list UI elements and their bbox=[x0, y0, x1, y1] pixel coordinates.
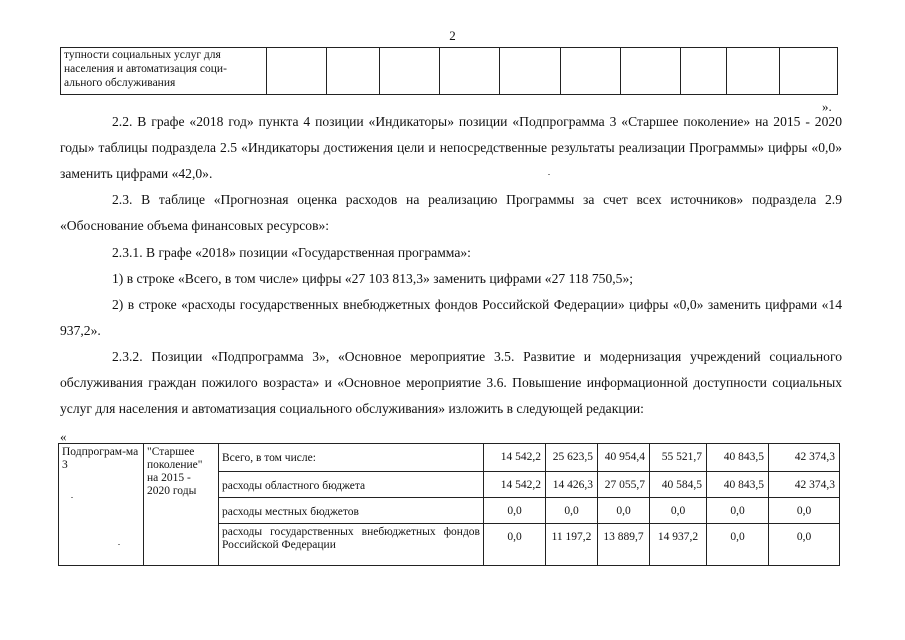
paragraph-item-2: 2) в строке «расходы государственных внебюджетных фондов Российской Федерации» цифры «0,0» заменить цифрами «14 937,2». bbox=[60, 297, 842, 338]
table-row bbox=[61, 48, 838, 95]
table-cell bbox=[561, 48, 621, 95]
row-label: Всего, в том числе: bbox=[219, 444, 484, 472]
row-label: расходы областного бюджета bbox=[219, 472, 484, 498]
value-cell: 0,0 bbox=[546, 498, 598, 524]
value-cell: 40 954,4 bbox=[598, 444, 650, 472]
scan-speck bbox=[118, 544, 120, 545]
paragraph-2-3-1: 2.3.1. В графе «2018» позиции «Государственная программа»: bbox=[112, 245, 471, 260]
paragraph-2-3: 2.3. В таблице «Прогнозная оценка расходов на реализацию Программы за счет всех источников» подраздела 2.9 «Обоснование объема финансовых ресурсов»: bbox=[60, 192, 842, 233]
table-cell bbox=[621, 48, 681, 95]
table-cell: тупности социальных услуг для населения и автоматизация соци-ального обслуживания bbox=[61, 48, 267, 95]
value-cell: 14 937,2 bbox=[650, 524, 707, 566]
table-cell bbox=[327, 48, 380, 95]
table-cell bbox=[267, 48, 327, 95]
value-cell: 40 843,5 bbox=[707, 444, 769, 472]
value-cell: 14 542,2 bbox=[484, 444, 546, 472]
table-cell bbox=[500, 48, 561, 95]
opening-quote: « bbox=[60, 429, 67, 444]
table-cell bbox=[380, 48, 440, 95]
value-cell: 0,0 bbox=[707, 524, 769, 566]
value-cell: 55 521,7 bbox=[650, 444, 707, 472]
paragraph-2-3-2: 2.3.2. Позиции «Подпрограмма 3», «Основное мероприятие 3.5. Развитие и модернизация учреждений социального обслуживания граждан пожилого возраста» и «Основное мероприятие 3.6. Повышение информационной доступности социальных услуг для населения и автоматизация социального обслуживания» изложить в следующей редакции: bbox=[60, 349, 842, 416]
subprogram-table bbox=[58, 443, 840, 566]
table-cell bbox=[681, 48, 727, 95]
table-cell bbox=[727, 48, 780, 95]
subprogram-name-cell: "Старшее поколение" на 2015 - 2020 годы bbox=[144, 444, 219, 566]
scan-speck bbox=[548, 174, 550, 175]
row-label: расходы государственных внебюджетных фондов Российской Федерации bbox=[219, 524, 484, 566]
paragraph-2-2: 2.2. В графе «2018 год» пункта 4 позиции «Индикаторы» позиции «Подпрограмма 3 «Старшее поколение» на 2015 - 2020 годы» таблицы подраздела 2.5 «Индикаторы достижения цели и непосредственные результаты реализации Программы» цифры «0,0» заменить цифрами «42,0». bbox=[60, 114, 842, 181]
value-cell: 13 889,7 bbox=[598, 524, 650, 566]
value-cell: 42 374,3 bbox=[769, 472, 840, 498]
table-row bbox=[59, 444, 840, 472]
top-table-fragment bbox=[60, 47, 838, 95]
table-cell bbox=[780, 48, 838, 95]
value-cell: 0,0 bbox=[598, 498, 650, 524]
value-cell: 27 055,7 bbox=[598, 472, 650, 498]
value-cell: 0,0 bbox=[484, 524, 546, 566]
row-label: расходы местных бюджетов bbox=[219, 498, 484, 524]
page-number: 2 bbox=[449, 28, 456, 43]
value-cell: 0,0 bbox=[707, 498, 769, 524]
value-cell: 40 843,5 bbox=[707, 472, 769, 498]
value-cell: 14 426,3 bbox=[546, 472, 598, 498]
value-cell: 0,0 bbox=[769, 524, 840, 566]
value-cell: 0,0 bbox=[650, 498, 707, 524]
paragraph-item-1: 1) в строке «Всего, в том числе» цифры «27 103 813,3» заменить цифрами «27 118 750,5»; bbox=[112, 271, 634, 286]
value-cell: 11 197,2 bbox=[546, 524, 598, 566]
value-cell: 42 374,3 bbox=[769, 444, 840, 472]
table-cell bbox=[440, 48, 500, 95]
value-cell: 0,0 bbox=[769, 498, 840, 524]
value-cell: 14 542,2 bbox=[484, 472, 546, 498]
value-cell: 25 623,5 bbox=[546, 444, 598, 472]
scan-speck bbox=[71, 497, 73, 498]
closing-quote: ». bbox=[822, 99, 832, 114]
value-cell: 0,0 bbox=[484, 498, 546, 524]
value-cell: 40 584,5 bbox=[650, 472, 707, 498]
subprogram-cell: Подпрограм-ма 3 bbox=[59, 444, 144, 566]
